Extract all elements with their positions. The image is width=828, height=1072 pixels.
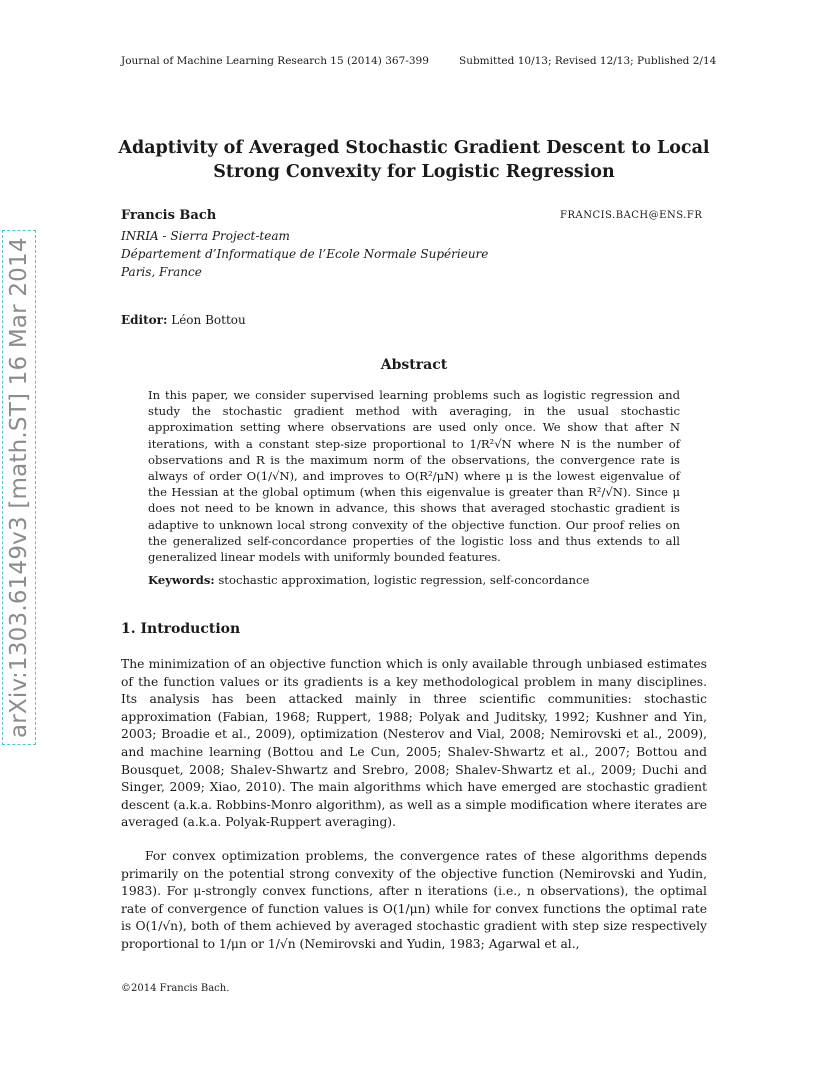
- section-heading: 1. Introduction: [121, 621, 241, 637]
- intro-paragraph: The minimization of an objective function which is only available through unbiased estimates of the function values or its gradients is a key methodological problem in many disciplines. Its analysis has been attacked mainly in three scientific communities: stochastic approximation (Fabian, 1968; Ruppert, 1988; Polyak and Juditsky, 1992; Kushner and Yin, 2003; Broadie et al., 2009), optimization (Nesterov and Vial, 2008; Nemirovski et al., 2009), and machine learning (Bottou and Le Cun, 2005; Shalev-Shwartz et al., 2007; Bottou and Bousquet, 2008; Shalev-Shwartz and Srebro, 2008; Shalev-Shwartz et al., 2009; Duchi and Singer, 2009; Xiao, 2010). The main algorithms which have emerged are stochastic gradient descent (a.k.a. Robbins-Monro algorithm), as well as a simple modification where iterates are averaged (a.k.a. Polyak-Ruppert averaging).: [121, 657, 707, 830]
- affiliation-line: Département d’Informatique de l’Ecole Normale Supérieure: [121, 247, 489, 261]
- author-email: FRANCIS.BACH@ENS.FR: [560, 210, 703, 221]
- arxiv-stamp: arXiv:1303.6149v3 [math.ST] 16 Mar 2014: [2, 230, 36, 745]
- affiliation-line: Paris, France: [121, 265, 202, 279]
- editor-line: [121, 313, 246, 327]
- abstract-text: In this paper, we consider supervised learning problems such as logistic regression and study the stochastic gradient method with averaging, in the usual stochastic approximation setting where observations are used only once. We show that after N iterations, with a constant step-size proportional to 1/R²√N where N is the number of observations and R is the maximum norm of the observations, the convergence rate is always of order O(1/√N), and improves to O(R²/μN) where μ is the lowest eigenvalue of the Hessian at the global optimum (when this eigenvalue is greater than R²/√N). Since μ does not need to be known in advance, this shows that averaged stochastic gradient is adaptive to unknown local strong convexity of the objective function. Our proof relies on the generalized self-concordance properties of the logistic loss and thus extends to all generalized linear models with uniformly bounded features.: [148, 388, 680, 565]
- copyright-footer: ©2014 Francis Bach.: [121, 983, 230, 994]
- keywords-label: Keywords:: [148, 573, 215, 587]
- keywords-text: stochastic approximation, logistic regression, self-concordance: [218, 573, 590, 587]
- journal-header: Journal of Machine Learning Research 15 (2014) 367-399: [121, 55, 429, 67]
- keywords-line: [148, 573, 589, 587]
- editor-label: Editor:: [121, 313, 168, 327]
- paper-title: Adaptivity of Averaged Stochastic Gradient Descent to Local Strong Convexity for Logistic Regression: [118, 138, 710, 182]
- submission-dates: Submitted 10/13; Revised 12/13; Published 2/14: [459, 55, 717, 67]
- author-name: Francis Bach: [121, 208, 217, 223]
- intro-paragraph: For convex optimization problems, the convergence rates of these algorithms depends primarily on the potential strong convexity of the objective function (Nemirovski and Yudin, 1983). For μ-strongly convex functions, after n iterations (i.e., n observations), the optimal rate of convergence of function values is O(1/μn) while for convex functions the optimal rate is O(1/√n), both of them achieved by averaged stochastic gradient with step size respectively proportional to 1/μn or 1/√n (Nemirovski and Yudin, 1983; Agarwal et al.,: [121, 849, 707, 951]
- editor-name: Léon Bottou: [171, 313, 246, 327]
- abstract-heading: Abstract: [380, 357, 448, 373]
- affiliation-line: INRIA - Sierra Project-team: [121, 229, 290, 243]
